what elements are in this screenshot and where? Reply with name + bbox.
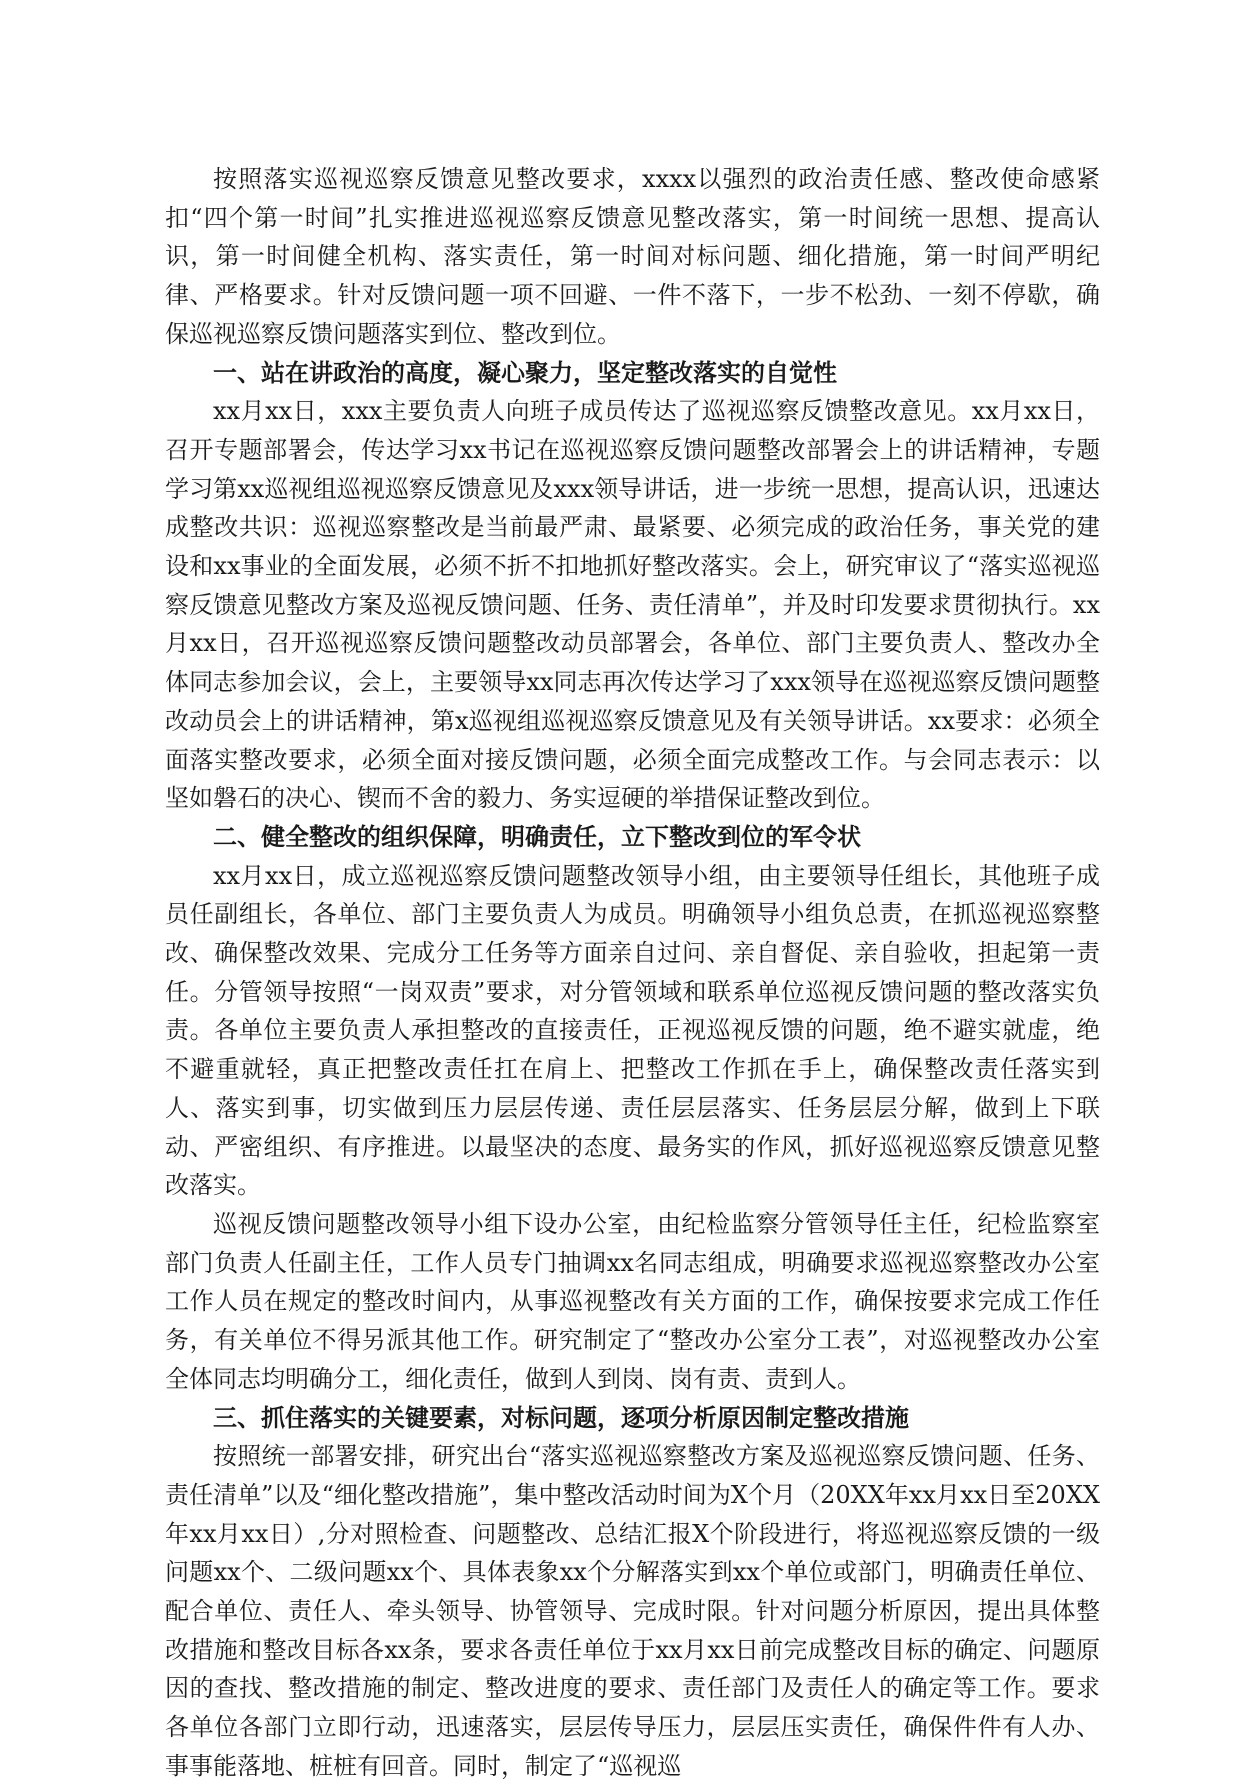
section-2-paragraph-2: 巡视反馈问题整改领导小组下设办公室，由纪检监察分管领导任主任，纪检监察室部门负责人任副主任，工作人员专门抽调xx名同志组成，明确要求巡视巡察整改办公室工作人员在规定的整改时间内，从事巡视整改有关方面的工作，确保按要求完成工作任务，有关单位不得另派其他工作。研究制定了“整改办公室分工表”，对巡视整改办公室全体同志均明确分工，细化责任，做到人到岗、岗有责、责到人。 bbox=[165, 1209, 1100, 1393]
section-2-paragraph-1: xx月xx日，成立巡视巡察反馈问题整改领导小组，由主要领导任组长，其他班子成员任副组长，各单位、部门主要负责人为成员。明确领导小组负总责，在抓巡视巡察整改、确保整改效果、完成分工任务等方面亲自过问、亲自督促、亲自验收，担起第一责任。分管领导按照“一岗双责”要求，对分管领域和联系单位巡视反馈问题的整改落实负责。各单位主要负责人承担整改的直接责任，正视巡视反馈的问题，绝不避实就虚，绝不避重就轻，真正把整改责任扛在肩上、把整改工作抓在手上，确保整改责任落实到人、落实到事，切实做到压力层层传递、责任层层落实、任务层层分解，做到上下联动、严密组织、有序推进。以最坚决的态度、最务实的作风，抓好巡视巡察反馈意见整改落实。 bbox=[165, 861, 1100, 1200]
intro-paragraph: 按照落实巡视巡察反馈意见整改要求，xxxx以强烈的政治责任感、整改使命感紧扣“四个第一时间”扎实推进巡视巡察反馈意见整改落实，第一时间统一思想、提高认识，第一时间健全机构、落实责任，第一时间对标问题、细化措施，第一时间严明纪律、严格要求。针对反馈问题一项不回避、一件不落下，一步不松劲、一刻不停歇，确保巡视巡察反馈问题落实到位、整改到位。 bbox=[165, 165, 1100, 348]
section-heading-1: 一、站在讲政治的高度，凝心聚力，坚定整改落实的自觉性 bbox=[213, 358, 837, 387]
section-heading-2: 二、健全整改的组织保障，明确责任，立下整改到位的军令状 bbox=[213, 822, 861, 851]
document-body bbox=[165, 160, 1100, 1786]
section-3-paragraph: 按照统一部署安排，研究出台“落实巡视巡察整改方案及巡视巡察反馈问题、任务、责任清单”以及“细化整改措施”，集中整改活动时间为X个月（20XX年xx月xx日至20XX年xx月xx日）,分对照检查、问题整改、总结汇报X个阶段进行，将巡视巡察反馈的一级问题xx个、二级问题xx个、具体表象xx个分解落实到xx个单位或部门，明确责任单位、配合单位、责任人、牵头领导、协管领导、完成时限。针对问题分析原因，提出具体整改措施和整改目标各xx条，要求各责任单位于xx月xx日前完成整改目标的确定、问题原因的查找、整改措施的制定、整改进度的要求、责任部门及责任人的确定等工作。要求各单位各部门立即行动，迅速落实，层层传导压力，层层压实责任，确保件件有人办、事事能落地、桩桩有回音。同时，制定了“巡视巡 bbox=[165, 1442, 1100, 1780]
section-1-paragraph: xx月xx日，xxx主要负责人向班子成员传达了巡视巡察反馈整改意见。xx月xx日，召开专题部署会，传达学习xx书记在巡视巡察反馈问题整改部署会上的讲话精神，专题学习第xx巡视组巡视巡察反馈意见及xxx领导讲话，进一步统一思想，提高认识，迅速达成整改共识：巡视巡察整改是当前最严肃、最紧要、必须完成的政治任务，事关党的建设和xx事业的全面发展，必须不折不扣地抓好整改落实。会上，研究审议了“落实巡视巡察反馈意见整改方案及巡视反馈问题、任务、责任清单”，并及时印发要求贯彻执行。xx月xx日，召开巡视巡察反馈问题整改动员部署会，各单位、部门主要负责人、整改办全体同志参加会议，会上，主要领导xx同志再次传达学习了xxx领导在巡视巡察反馈问题整改动员会上的讲话精神，第x巡视组巡视巡察反馈意见及有关领导讲话。xx要求：必须全面落实整改要求，必须全面对接反馈问题，必须全面完成整改工作。与会同志表示：以坚如磐石的决心、锲而不舍的毅力、务实逗硬的举措保证整改到位。 bbox=[165, 397, 1100, 813]
section-heading-3: 三、抓住落实的关键要素，对标问题，逐项分析原因制定整改措施 bbox=[213, 1403, 909, 1432]
